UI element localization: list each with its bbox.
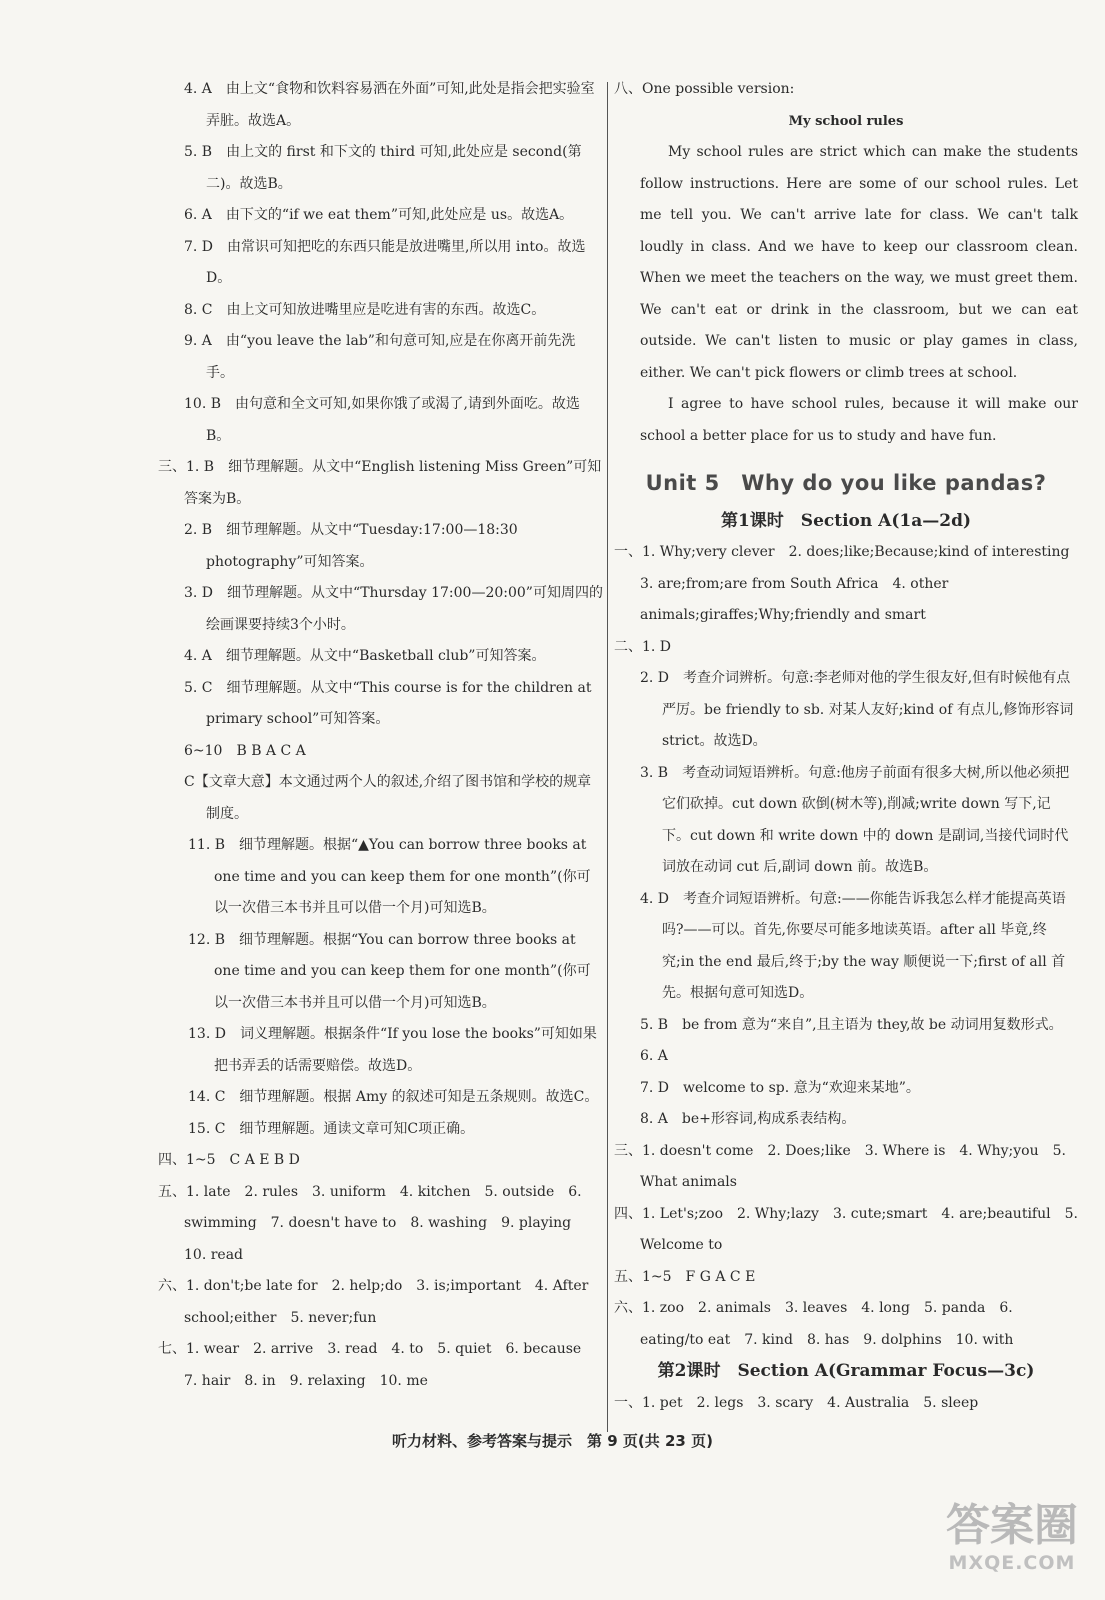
answer-item: 四、1~5 C A E B D bbox=[158, 1152, 300, 1168]
lesson-1-title: 第1课时 Section A(1a—2d) bbox=[720, 510, 972, 531]
answer-item: 2. B 细节理解题。从文中“Tuesday:17:00—18:30 photography”可知答案。 bbox=[184, 522, 518, 570]
essay-title: My school rules bbox=[788, 113, 904, 129]
answer-item: 7. D welcome to sp. 意为“欢迎来某地”。 bbox=[640, 1079, 920, 1096]
answer-item: 3. B 考查动词短语辨析。句意:他房子前面有很多大树,所以他必须把它们砍掉。cut down 砍倒(树木等),削减;write down 写下,记下。cut down 和 write down 中的 down 是副词,当接代词时代词放在动词 cut 后,副词 down 前。故选B。 bbox=[640, 764, 1070, 875]
watermark-logo bbox=[937, 1500, 1087, 1580]
answer-item: 七、1. wear 2. arrive 3. read 4. to 5. quiet 6. because 7. hair 8. in 9. relaxing 10. me bbox=[158, 1341, 596, 1389]
answer-item: 13. D 词义理解题。根据条件“If you lose the books”可知如果把书弄丢的话需要赔偿。故选D。 bbox=[188, 1026, 597, 1074]
answer-item: 8. A be+形容词,构成系表结构。 bbox=[640, 1111, 856, 1127]
lesson-2-answer: 一、1. pet 2. legs 3. scary 4. Australia 5. sleep bbox=[614, 1394, 979, 1411]
answer-item: 5. B 由上文的 first 和下文的 third 可知,此处应是 second(第二)。故选B。 bbox=[184, 144, 582, 192]
answer-item: 4. D 考查介词短语辨析。句意:——你能告诉我怎么样才能提高英语吗?——可以。首先,你要尽可能多地读英语。after all 毕竟,终究;in the end 最后,终于;by the way 顺便说一下;first of all 首先。根据句意可知选D。 bbox=[640, 890, 1066, 1001]
answer-item: 15. C 细节理解题。通读文章可知C项正确。 bbox=[188, 1120, 475, 1137]
answer-item: 五、1~5 F G A C E bbox=[614, 1268, 756, 1285]
answer-item: 6~10 B B A C A bbox=[184, 742, 306, 759]
lesson-2-title: 第2课时 Section A(Grammar Focus—3c) bbox=[657, 1361, 1035, 1381]
answer-item: 6. A 由下文的“if we eat them”可知,此处应是 us。故选A。 bbox=[184, 207, 574, 223]
answer-item: 五、1. late 2. rules 3. uniform 4. kitchen 5. outside 6. swimming 7. doesn't have to 8. washing 9. playing 10. read bbox=[158, 1183, 586, 1263]
answer-item: 11. B 细节理解题。根据“▲You can borrow three books at one time and you can keep them for one month”(你可以一次借三本书并且可以借一个月)可知选B。 bbox=[188, 837, 591, 916]
lesson-1-answers bbox=[614, 537, 1084, 1356]
page-footer: 听力材料、参考答案与提示 第 9 页(共 23 页) bbox=[392, 1432, 713, 1450]
essay-paragraph-1: My school rules are strict which can make the students follow instructions. Here are some of our school rules. Let me tell you. We can't arrive late for class. We can't talk loudly in class. And we have to keep our classroom clean. When we meet the teachers on the way, we must greet them. We can't eat or drink in the classroom, but we can eat outside. We can't listen to music or play games in class, either. We can't pick flowers or climb trees at school. bbox=[640, 144, 1078, 381]
answer-item: 10. B 由句意和全文可知,如果你饿了或渴了,请到外面吃。故选B。 bbox=[184, 396, 580, 444]
answer-item: 二、1. D bbox=[614, 638, 672, 655]
answer-item: 5. C 细节理解题。从文中“This course is for the children at primary school”可知答案。 bbox=[184, 679, 592, 727]
answer-item: 8. C 由上文可知放进嘴里应是吃进有害的东西。故选C。 bbox=[184, 301, 546, 318]
answer-item: 一、1. Why;very clever 2. does;like;Because;kind of interesting 3. are;from;are from South Africa 4. other animals;giraffes;Why;friendly and smart bbox=[614, 544, 1084, 623]
answer-item: 4. A 由上文“食物和饮料容易洒在外面”可知,此处是指会把实验室弄脏。故选A。 bbox=[184, 81, 595, 129]
answer-item: 12. B 细节理解题。根据“You can borrow three books at one time and you can keep them for one month”(你可以一次借三本书并且可以借一个月)可知选B。 bbox=[188, 931, 591, 1011]
column-divider bbox=[607, 82, 608, 1432]
answer-item: 6. A bbox=[640, 1048, 668, 1064]
answer-item: 5. B be from 意为“来自”,且主语为 they,故 be 动词用复数形式。 bbox=[640, 1016, 1063, 1033]
answer-item: 2. D 考查介词辨析。句意:李老师对他的学生很友好,但有时候他有点严厉。be friendly to sb. 对某人友好;kind of 有点儿,修饰形容词 strict。故选D。 bbox=[640, 670, 1074, 749]
answer-item: 三、1. B 细节理解题。从文中“English listening Miss Green”可知答案为B。 bbox=[158, 459, 602, 507]
watermark-url: MXQE.COM bbox=[948, 1552, 1076, 1574]
answer-item: 4. A 细节理解题。从文中“Basketball club”可知答案。 bbox=[184, 648, 546, 664]
essay-paragraph-2: I agree to have school rules, because it will make our school a better place for us to study and have fun. bbox=[640, 396, 1078, 444]
answer-item: 14. C 细节理解题。根据 Amy 的叙述可知是五条规则。故选C。 bbox=[188, 1089, 599, 1105]
answer-item: 3. D 细节理解题。从文中“Thursday 17:00—20:00”可知周四的绘画课要持续3个小时。 bbox=[184, 585, 603, 633]
answer-item: 7. D 由常识可知把吃的东西只能是放进嘴里,所以用 into。故选D。 bbox=[184, 238, 586, 286]
answer-item: 六、1. zoo 2. animals 3. leaves 4. long 5. panda 6. eating/to eat 7. kind 8. has 9. dolphins 10. with bbox=[614, 1300, 1014, 1348]
answer-item: 9. A 由“you leave the lab”和句意可知,应是在你离开前先洗手。 bbox=[184, 333, 576, 381]
right-column bbox=[614, 74, 1084, 1419]
answer-item: 三、1. doesn't come 2. Does;like 3. Where is 4. Why;you 5. What animals bbox=[614, 1142, 1066, 1190]
left-column bbox=[158, 74, 603, 1397]
answer-item: C【文章大意】本文通过两个人的叙述,介绍了图书馆和学校的规章制度。 bbox=[184, 774, 592, 822]
essay-intro: 八、One possible version: bbox=[614, 81, 795, 97]
answer-item: 六、1. don't;be late for 2. help;do 3. is;important 4. After school;either 5. never;fun bbox=[158, 1278, 589, 1326]
watermark-mark: 答案圈 bbox=[946, 1500, 1078, 1551]
answer-item: 四、1. Let's;zoo 2. Why;lazy 3. cute;smart 4. are;beautiful 5. Welcome to bbox=[614, 1205, 1078, 1253]
unit-title: Unit 5 Why do you like pandas? bbox=[645, 471, 1047, 495]
